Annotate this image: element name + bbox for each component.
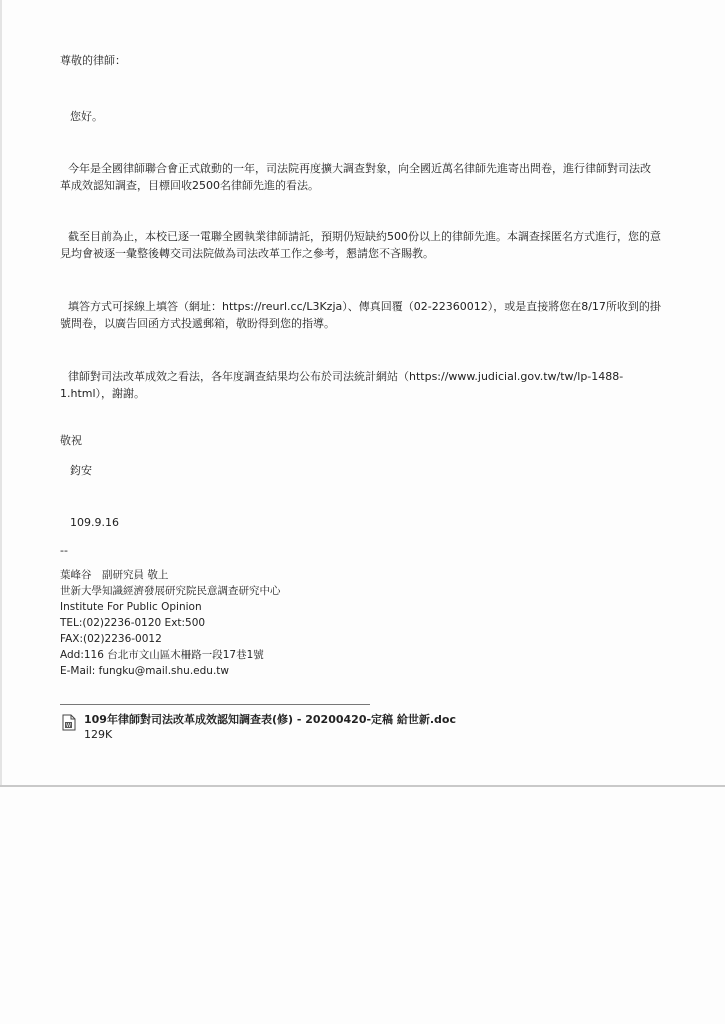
paragraph-2: 截至目前為止，本校已逐一電聯全國執業律師請託，預期仍短缺約500份以上的律師先進。本調查採匿名方式進行，您的意見均會被逐一彙整後轉交司法院做為司法改革工作之參考，懇請您不吝賜教。 (60, 230, 661, 260)
greeting: 您好。 (70, 110, 103, 123)
signature-org-cn: 世新大學知識經濟發展研究院民意調查研究中心 (60, 585, 281, 597)
scan-shadow (0, 0, 2, 785)
paragraph-3: 填答方式可採線上填答（網址：https://reurl.cc/L3Kzja）、傳真回覆（02-22360012），或是直接將您在8/17所收到的掛號問卷，以廣告回函方式投遞郵箱，敬盼得到您的指導。 (60, 300, 661, 330)
salutation: 尊敬的律師： (60, 54, 126, 67)
attachment-filename[interactable]: 109年律師對司法改革成效認知調查表(修) - 20200420-定稿 給世新.doc (84, 713, 456, 726)
word-doc-icon[interactable] (62, 714, 76, 731)
paragraph-4: 律師對司法改革成效之看法，各年度調查結果均公布於司法統計網站（https://www.judicial.gov.tw/tw/lp-1488-1.html），謝謝。 (60, 370, 624, 400)
signature-tel: TEL:(02)2236-0120 Ext:500 (60, 617, 206, 629)
closing-wish: 鈞安 (70, 464, 92, 477)
attachment-info (84, 712, 456, 742)
signature-separator: -- (60, 544, 68, 557)
signature-email: E-Mail: fungku@mail.shu.edu.tw (60, 665, 229, 677)
scan-page-edge (0, 785, 725, 787)
attachment-divider (60, 704, 370, 705)
paragraph-1: 今年是全國律師聯合會正式啟動的一年，司法院再度擴大調查對象，向全國近萬名律師先進寄出問卷，進行律師對司法改革成效認知調查，目標回收2500名律師先進的看法。 (60, 162, 651, 192)
signature-name: 葉峰谷 副研究員 敬上 (60, 569, 169, 581)
signature-org-en: Institute For Public Opinion (60, 601, 202, 613)
attachment-size: 129K (84, 728, 113, 741)
attachment[interactable] (62, 712, 456, 742)
svg-text:W: W (66, 723, 71, 729)
signature-address: Add:116 台北市文山區木柵路一段17巷1號 (60, 649, 264, 661)
closing-respect: 敬祝 (60, 434, 82, 447)
signature-fax: FAX:(02)2236-0012 (60, 633, 162, 645)
letter-date: 109.9.16 (70, 516, 119, 529)
